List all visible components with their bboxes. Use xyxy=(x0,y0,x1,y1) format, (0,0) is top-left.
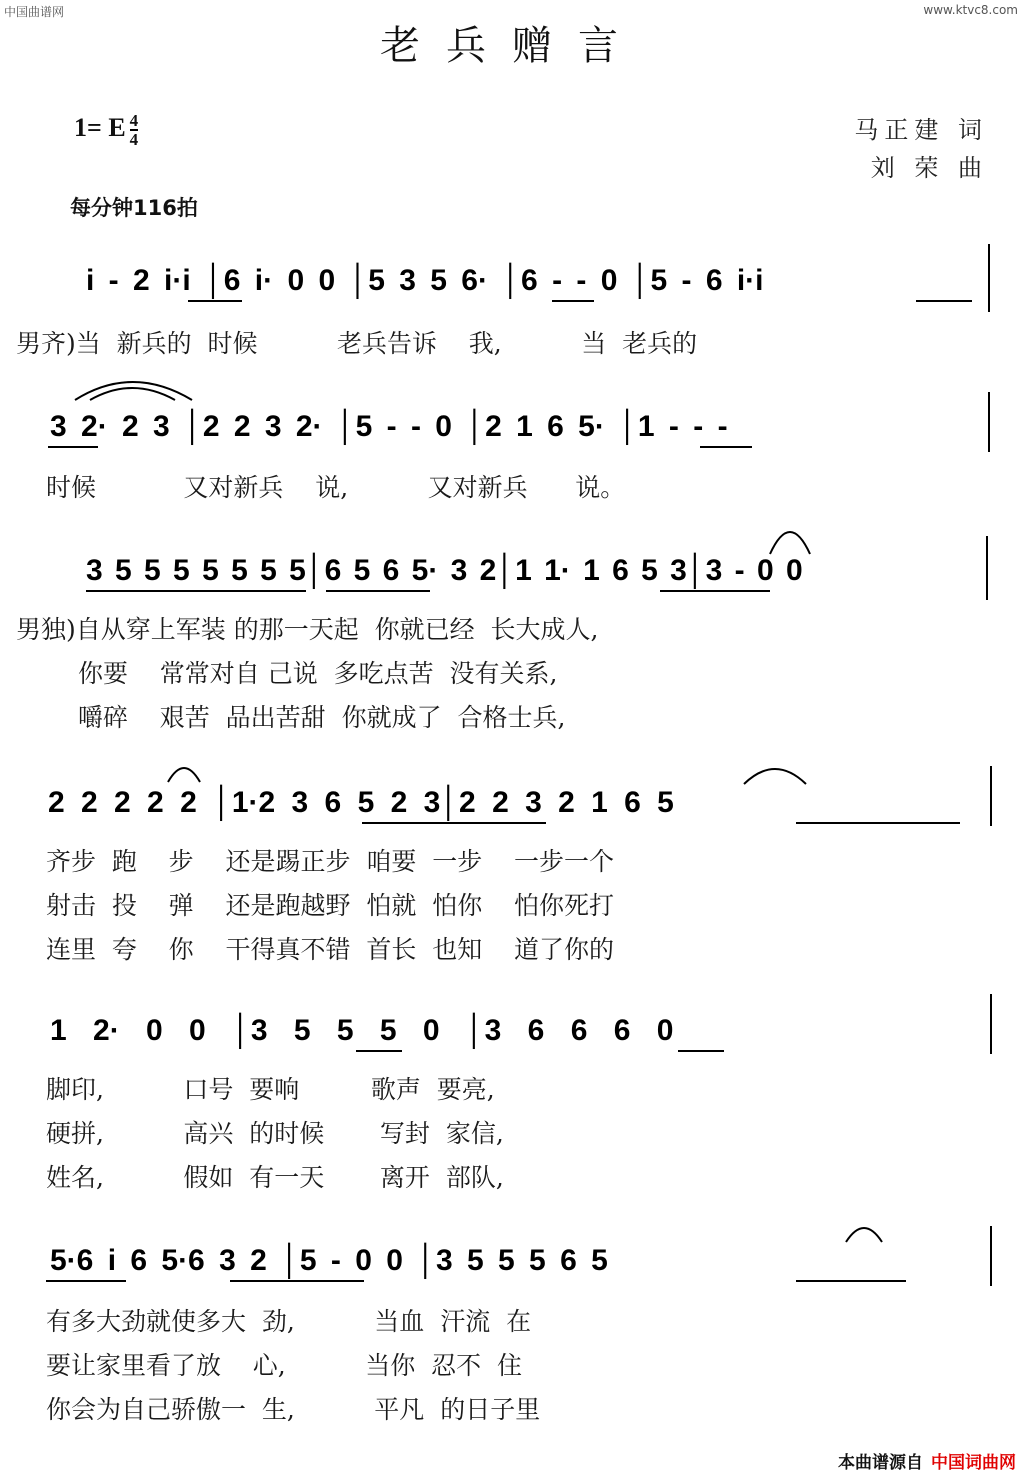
beam-row-3-b xyxy=(326,590,430,592)
beam-row-3-a xyxy=(86,590,306,592)
beam-row-6-b xyxy=(230,1280,364,1282)
lyrics-row-3-verse-3: 嚼碎 艰苦 品出苦甜 你就成了 合格士兵, xyxy=(78,703,566,732)
beam-row-3-c xyxy=(660,590,770,592)
final-barline-row-4 xyxy=(990,766,992,826)
lyrics-row-2-verse-1: 时候 又对新兵 说, 又对新兵 说。 xyxy=(46,473,626,502)
key-text: 1= E xyxy=(74,112,126,142)
final-barline-row-2 xyxy=(988,392,990,452)
notes-row-6: 5·6 i 6 5·6 3 2 │5 - 0 0 │3 5 5 5 6 5 xyxy=(50,1244,608,1277)
key-signature xyxy=(74,112,138,148)
notes-row-3: 3 5 5 5 5 5 5 5│6 5 6 5· 3 2│1 1· 1 6 5 3│3 - 0 0 xyxy=(86,554,803,587)
tempo-marking: 每分钟116拍 xyxy=(70,196,198,220)
time-numerator: 4 xyxy=(129,111,139,130)
slur-row-3 xyxy=(766,520,816,556)
composer-credit: 刘 荣 曲 xyxy=(870,154,988,182)
lyrics-row-4-verse-2: 射击 投 弹 还是跑越野 怕就 怕你 怕你死打 xyxy=(46,891,615,920)
beam-row-2-b xyxy=(700,446,752,448)
final-barline-row-5 xyxy=(990,994,992,1054)
notes-row-4: 2 2 2 2 2 │1·2 3 6 5 2 3│2 2 3 2 1 6 5 xyxy=(48,786,674,819)
beam-row-6-c xyxy=(796,1280,906,1282)
beam-row-4-b xyxy=(796,822,960,824)
beam-row-5-a xyxy=(356,1050,402,1052)
notes-row-2: 3 2· 2 3 │2 2 3 2· │5 - - 0 │2 1 6 5· │1 - - - xyxy=(50,410,728,443)
lyrics-row-5-verse-1: 脚印, 口号 要响 歌声 要亮, xyxy=(46,1075,495,1104)
footer-label: 本曲谱源自 xyxy=(838,1453,923,1473)
lyrics-row-6-verse-1: 有多大劲就使多大 劲, 当血 汗流 在 xyxy=(46,1307,532,1336)
watermark-left: 中国曲谱网 xyxy=(4,5,65,19)
lyricist-credit: 马正建 词 xyxy=(854,116,988,144)
slur-row-4-a xyxy=(164,760,204,784)
time-signature xyxy=(130,112,139,148)
watermark-right: www.ktvc8.com xyxy=(923,3,1018,17)
beam-row-6-a xyxy=(46,1280,126,1282)
notes-row-1: i - 2 i·i │6 i· 0 0 │5 3 5 6· │6 - - 0 │5 - 6 i·i xyxy=(86,264,764,297)
beam-row-5-b xyxy=(678,1050,724,1052)
beam-row-2-a xyxy=(48,446,98,448)
lyrics-row-5-verse-2: 硬拼, 高兴 的时候 写封 家信, xyxy=(46,1119,504,1148)
lyrics-row-6-verse-2: 要让家里看了放 心, 当你 忍不 住 xyxy=(46,1351,522,1380)
final-barline-row-1 xyxy=(988,244,990,312)
beam-row-1-a xyxy=(188,300,242,302)
lyrics-row-4-verse-1: 齐步 跑 步 还是踢正步 咱要 一步 一步一个 xyxy=(46,847,615,876)
slur-row-2 xyxy=(70,372,200,402)
beam-row-4-a xyxy=(362,822,546,824)
lyrics-row-5-verse-3: 姓名, 假如 有一天 离开 部队, xyxy=(46,1163,504,1192)
final-barline-row-3 xyxy=(986,536,988,600)
final-barline-row-6 xyxy=(990,1226,992,1286)
lyrics-row-4-verse-3: 连里 夸 你 干得真不错 首长 也知 道了你的 xyxy=(46,935,615,964)
source-footer xyxy=(838,1448,1016,1473)
beam-row-1-c xyxy=(916,300,972,302)
lyrics-row-3-verse-1: 男独)自从穿上军装 的那一天起 你就已经 长大成人, xyxy=(16,615,599,644)
beam-row-1-b xyxy=(552,300,594,302)
lyrics-row-6-verse-3: 你会为自己骄傲一 生, 平凡 的日子里 xyxy=(46,1395,541,1424)
footer-site-link[interactable]: 中国词曲网 xyxy=(931,1453,1016,1473)
lyrics-row-3-verse-2: 你要 常常对自 己说 多吃点苦 没有关系, xyxy=(78,659,558,688)
time-denominator: 4 xyxy=(129,130,139,149)
page-title: 老兵赠言 xyxy=(380,23,644,69)
lyrics-row-1-verse-1: 男齐)当 新兵的 时候 老兵告诉 我, 当 老兵的 xyxy=(16,329,698,358)
notes-row-5: 1 2· 0 0 │3 5 5 5 0 │3 6 6 6 0 xyxy=(50,1014,674,1047)
slur-row-6 xyxy=(842,1220,886,1244)
slur-row-4-b xyxy=(740,760,810,786)
